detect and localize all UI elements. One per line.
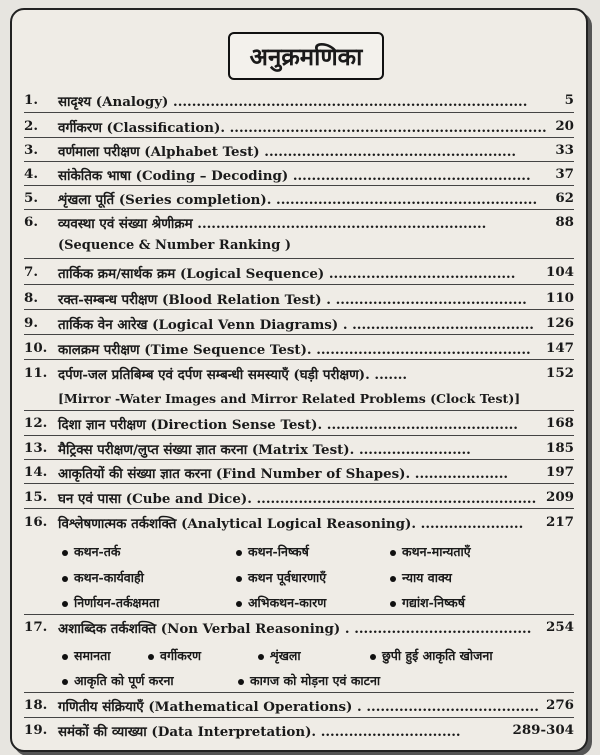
entry-subtitle: [Mirror -Water Images and Mirror Related Problems (Clock Test)]	[58, 391, 521, 406]
bullet-item: कथन-कार्यवाही	[62, 569, 144, 586]
divider	[24, 112, 574, 113]
bullet-item: आकृति को पूर्ण करना	[62, 672, 174, 689]
bullet-item: वर्गीकरण	[148, 647, 201, 664]
divider	[24, 258, 574, 259]
bullet-item: छुपी हुई आकृति खोजना	[370, 647, 493, 664]
bullet-item: कथन पूर्वधारणाएँ	[236, 569, 326, 586]
divider	[24, 359, 574, 360]
divider	[24, 334, 574, 335]
divider	[24, 614, 574, 615]
divider	[24, 137, 574, 138]
bullet-item: अभिकथन-कारण	[236, 594, 326, 611]
divider	[24, 209, 574, 210]
page-title: अनुक्रमणिका	[228, 32, 384, 80]
bullet-item: कागज को मोड़ना एवं काटना	[238, 672, 380, 689]
entry-subtitle: (Sequence & Number Ranking )	[58, 238, 292, 253]
bullet-item: निर्णायन-तर्कक्षमता	[62, 594, 159, 611]
divider	[24, 410, 574, 411]
divider	[24, 459, 574, 460]
divider	[24, 692, 574, 693]
bullet-item: कथन-मान्यताएँ	[390, 543, 471, 560]
divider	[24, 717, 574, 718]
divider	[24, 435, 574, 436]
divider	[24, 483, 574, 484]
bullet-item: न्याय वाक्य	[390, 569, 452, 586]
bullet-item: कथन-निष्कर्ष	[236, 543, 309, 560]
bullet-item: कथन-तर्क	[62, 543, 120, 560]
divider	[24, 309, 574, 310]
divider	[24, 284, 574, 285]
divider	[24, 508, 574, 509]
bullet-item: शृंखला	[258, 647, 301, 664]
divider	[24, 161, 574, 162]
bullet-item: समानता	[62, 647, 110, 664]
bullet-item: गद्यांश-निष्कर्ष	[390, 594, 465, 611]
divider	[24, 185, 574, 186]
